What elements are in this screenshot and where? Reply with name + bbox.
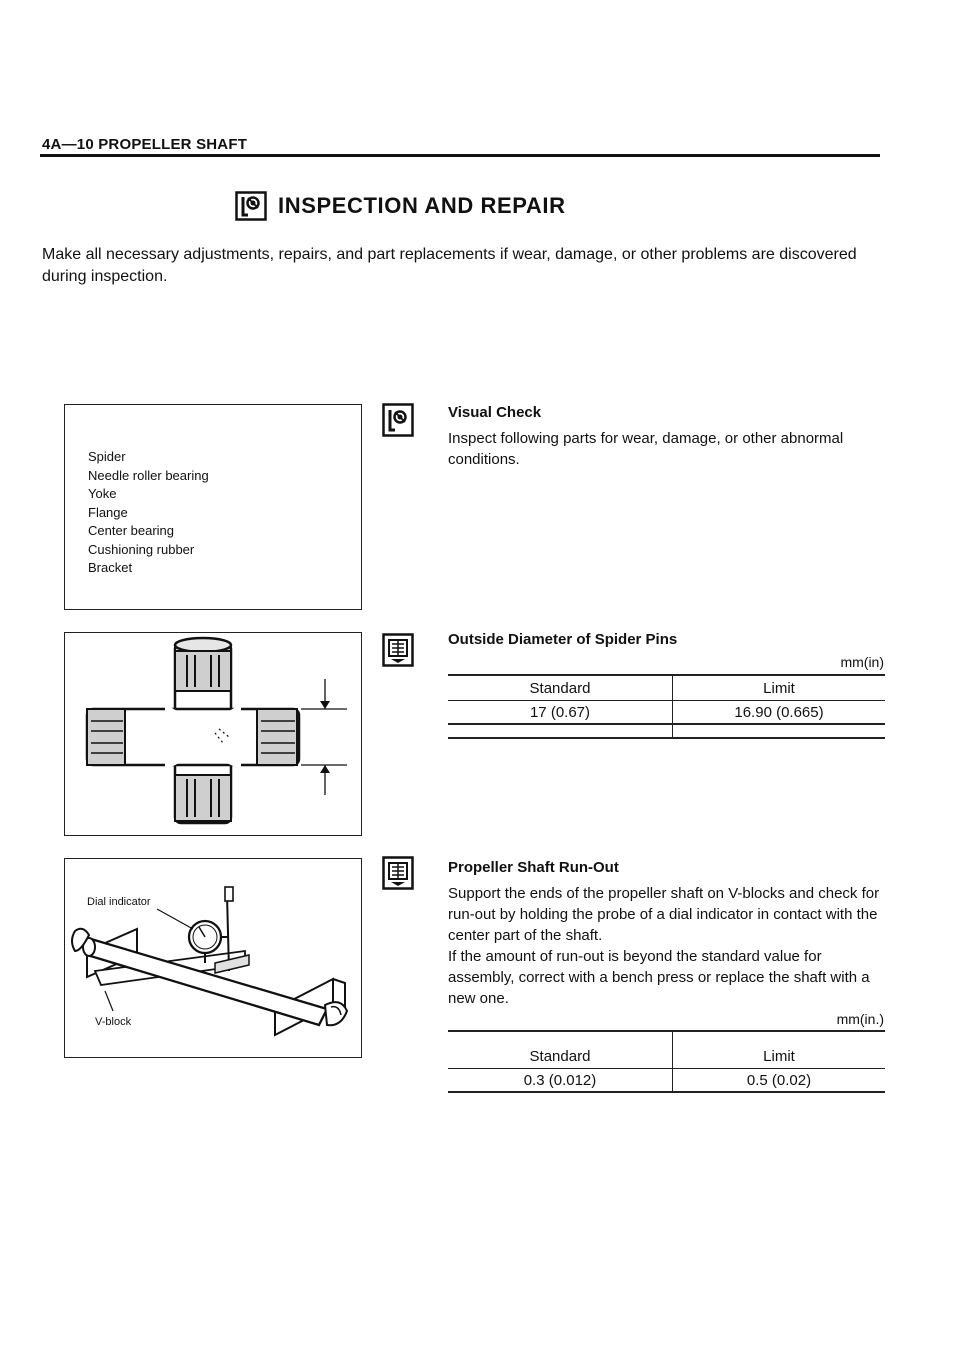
parts-list-item: Cushioning rubber <box>88 541 195 557</box>
parts-list-item: Center bearing <box>88 523 174 538</box>
spider-figure-box <box>64 632 362 836</box>
inspection-icon <box>235 191 267 226</box>
intro-paragraph: Make all necessary adjustments, repairs, and part replacements if wear, damage, or other problems are discovered during inspection. <box>42 246 857 285</box>
parts-list <box>88 448 209 578</box>
parts-list-box <box>64 404 362 610</box>
table-spacer <box>448 724 673 738</box>
page-header: 4A—10 PROPELLER SHAFT <box>42 136 248 153</box>
table-spacer <box>673 724 886 738</box>
table-cell-standard: 0.3 (0.012) <box>448 1069 673 1093</box>
table-header-standard: Standard <box>448 1044 673 1069</box>
v-block-label: V-block <box>95 1016 132 1028</box>
parts-list-item: Spider <box>88 449 126 464</box>
table-header-standard: Standard <box>448 675 673 701</box>
runout-figure-box <box>64 858 362 1058</box>
parts-list-item: Flange <box>88 504 128 520</box>
header-rule <box>40 154 880 157</box>
dial-indicator-label: Dial indicator <box>87 896 151 908</box>
measure-icon <box>382 856 414 895</box>
visual-check-text: Inspect following parts for wear, damage, or other abnormal conditions. <box>448 430 844 468</box>
parts-list-item: Needle roller bearing <box>88 467 209 483</box>
spider-pins-unit: mm(in) <box>840 654 884 670</box>
table-header-limit: Limit <box>673 1044 886 1069</box>
runout-text: Support the ends of the propeller shaft on V-blocks and check for run-out by holding the probe of a dial indicator in contact with the center part of the shaft. <box>448 885 880 944</box>
inspection-icon <box>382 403 414 442</box>
table-cell-limit: 16.90 (0.665) <box>673 701 886 725</box>
table-header-limit: Limit <box>673 675 886 701</box>
parts-list-item: Yoke <box>88 486 117 501</box>
parts-list-item: Bracket <box>88 560 133 575</box>
spider-pins-title: Outside Diameter of Spider Pins <box>448 631 678 648</box>
measure-icon <box>382 633 414 672</box>
table-cell-standard: 17 (0.67) <box>448 701 673 725</box>
table-cell-limit: 0.5 (0.02) <box>673 1069 886 1093</box>
runout-text-2: If the amount of run-out is beyond the standard value for assembly, correct with a bench press or replace the shaft with a new one. <box>448 948 870 1007</box>
spider-pins-table <box>448 674 885 739</box>
runout-table <box>448 1030 885 1093</box>
spider-illustration <box>65 633 361 835</box>
runout-unit: mm(in.) <box>836 1011 884 1027</box>
table-spacer <box>673 1031 886 1044</box>
table-spacer <box>448 1031 673 1044</box>
visual-check-title: Visual Check <box>448 404 542 421</box>
section-title: INSPECTION AND REPAIR <box>278 193 566 218</box>
runout-title: Propeller Shaft Run-Out <box>448 859 619 876</box>
